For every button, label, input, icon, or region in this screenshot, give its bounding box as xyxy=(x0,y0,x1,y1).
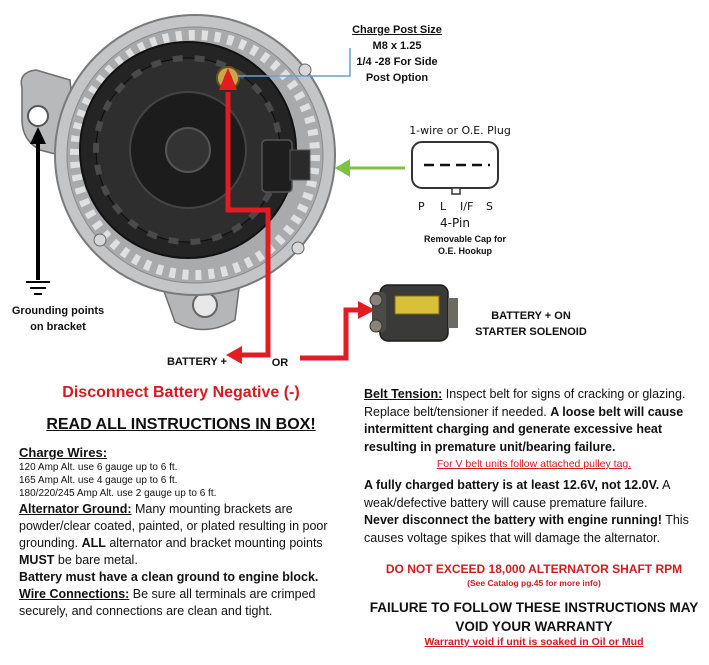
charge-post-size: M8 x 1.25 xyxy=(372,40,422,52)
warranty-warning-line1: FAILURE TO FOLLOW THESE INSTRUCTIONS MAY xyxy=(369,600,699,615)
charge-post-option: Post Option xyxy=(365,72,429,84)
charge-post-title: Charge Post Size xyxy=(352,24,442,36)
plug-cap-note xyxy=(400,233,530,257)
plug-cap-line2: O.E. Hookup xyxy=(438,246,492,256)
or-label: OR xyxy=(271,357,289,369)
alternator-ground-paragraph: Alternator Ground: Many mounting brackets are powder/clear coated, painted, or plated resulting in poor grounding. ALL alternator and bracket mounting points MUST be bare metal. xyxy=(19,502,328,567)
pin-p-label: P xyxy=(418,200,425,213)
disconnect-battery-heading: Disconnect Battery Negative (-) xyxy=(62,384,300,401)
catalog-note: (See Catalog pg.45 for more info) xyxy=(467,578,601,588)
battery-charge-paragraph: A fully charged battery is at least 12.6V, not 12.0V. A weak/defective battery will cause premature failure. xyxy=(364,478,670,510)
solenoid-line2: STARTER SOLENOID xyxy=(475,326,587,338)
v-belt-note: For V belt units follow attached pulley tag. xyxy=(436,458,632,470)
left-instructions xyxy=(19,444,359,620)
warranty-void-note: Warranty void if unit is soaked in Oil or Mud xyxy=(424,636,644,648)
charge-wire-165: 165 Amp Alt. use 4 gauge up to 6 ft. xyxy=(19,475,178,486)
wire-connections-heading: Wire Connections: xyxy=(19,587,130,601)
ground-symbol-icon xyxy=(26,282,50,294)
plug-title: 1-wire or O.E. Plug xyxy=(409,124,511,137)
never-disconnect-paragraph: Never disconnect the battery with engine running! This causes voltage spikes that will damage the alternator. xyxy=(364,513,689,545)
right-instructions xyxy=(364,386,704,547)
starter-solenoid-image xyxy=(370,285,458,341)
alternator-image xyxy=(21,15,335,330)
pin-l-label: L xyxy=(440,200,447,213)
read-all-instructions-heading: READ ALL INSTRUCTIONS IN BOX! xyxy=(46,416,316,433)
solenoid-label xyxy=(466,308,596,340)
charge-wires-heading: Charge Wires: xyxy=(19,445,108,460)
solenoid-wire xyxy=(300,301,375,358)
rpm-warning: DO NOT EXCEED 18,000 ALTERNATOR SHAFT RPM xyxy=(385,562,683,576)
wire-connections-paragraph: Wire Connections: Be sure all terminals are crimped securely, and connections are clean and tight. xyxy=(19,587,316,618)
belt-tension-heading: Belt Tension: xyxy=(364,387,443,401)
plug-connector-drawing xyxy=(412,142,498,194)
battery-left-label: BATTERY + xyxy=(166,356,227,368)
battery-ground-note: Battery must have a clean ground to engine block. xyxy=(19,570,319,584)
warranty-warning-line2: VOID YOUR WARRANTY xyxy=(455,619,613,634)
plug-arrow xyxy=(335,159,405,177)
plug-pin-labels xyxy=(412,200,498,214)
charge-post-label xyxy=(340,22,454,86)
grounding-line2: on bracket xyxy=(30,321,86,333)
plug-pin-count: 4-Pin xyxy=(440,216,470,230)
alternator-ground-heading: Alternator Ground: xyxy=(19,502,132,516)
charge-post-side: 1/4 -28 For Side xyxy=(356,56,438,68)
solenoid-line1: BATTERY + ON xyxy=(491,310,571,322)
grounding-label xyxy=(0,303,116,335)
belt-tension-paragraph: Belt Tension: Inspect belt for signs of cracking or glazing. Replace belt/tensioner if needed. A loose belt will cause intermittent charging and generate excessive heat resulting in premature unit/bearing failure. xyxy=(364,387,686,454)
charge-wire-180: 180/220/245 Amp Alt. use 2 gauge up to 6 ft. xyxy=(19,488,217,499)
pin-s-label: S xyxy=(486,200,493,213)
grounding-line1: Grounding points xyxy=(11,305,105,317)
pin-if-label: I/F xyxy=(460,200,474,213)
plug-cap-line1: Removable Cap for xyxy=(423,234,507,244)
charge-wire-120: 120 Amp Alt. use 6 gauge up to 6 ft. xyxy=(19,462,178,473)
warranty-warning xyxy=(364,598,704,636)
